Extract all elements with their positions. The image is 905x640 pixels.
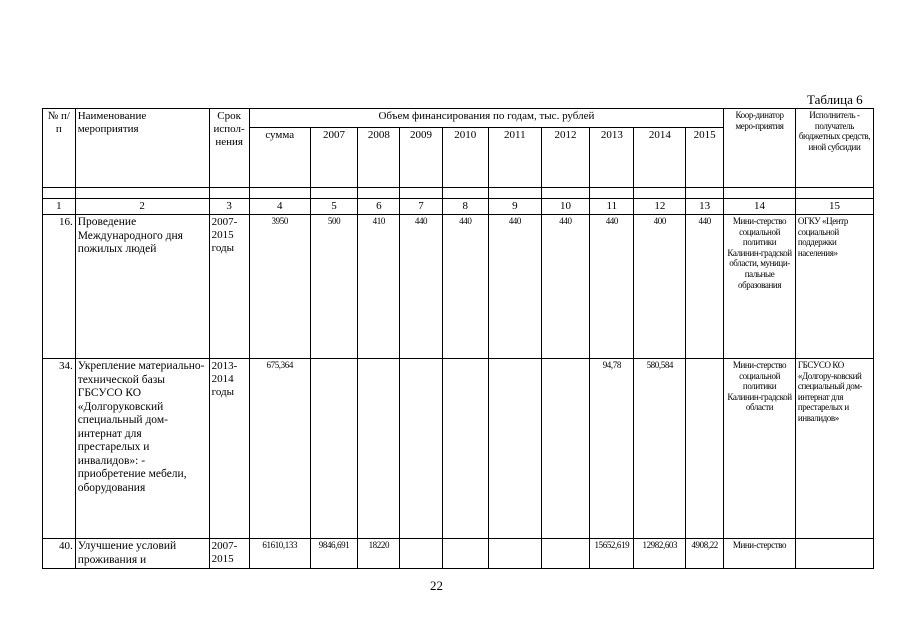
table-row (43, 538, 874, 568)
row-activity-name: Укрепление материально-технической базы ГБСУСО КО «Долгоруковский специальный дом-интернат для престарелых и инвалидов»: - приобретение мебели, оборудования (75, 358, 209, 538)
column-number: 12 (634, 199, 686, 215)
row-value: 410 (358, 214, 400, 358)
funding-table (42, 108, 874, 569)
row-value: 440 (400, 214, 442, 358)
header-year: 2014 (634, 128, 686, 188)
column-number: 15 (795, 199, 873, 215)
row-value: 500 (310, 214, 357, 358)
row-value: 580,584 (634, 358, 686, 538)
column-number: 7 (400, 199, 442, 215)
column-number: 6 (358, 199, 400, 215)
column-number: 5 (310, 199, 357, 215)
row-value (442, 538, 488, 568)
row-value: 440 (686, 214, 724, 358)
column-number: 9 (488, 199, 541, 215)
column-number-row (43, 199, 874, 215)
row-value (400, 538, 442, 568)
header-year: 2013 (590, 128, 634, 188)
row-value (400, 358, 442, 538)
header-coordinator: Коор-динатор меро-приятия (724, 109, 796, 188)
row-sum: 61610,133 (249, 538, 310, 568)
header-funding: Объем финансирования по годам, тыс. рублей (249, 109, 724, 128)
row-number: 34. (43, 358, 76, 538)
column-number: 11 (590, 199, 634, 215)
header-year: 2009 (400, 128, 442, 188)
page-number: 22 (430, 578, 443, 593)
row-value (358, 358, 400, 538)
row-number: 16. (43, 214, 76, 358)
row-value: 440 (541, 214, 590, 358)
row-value: 9846,691 (310, 538, 357, 568)
row-sum: 675,364 (249, 358, 310, 538)
row-value: 18220 (358, 538, 400, 568)
header-sum: сумма (249, 128, 310, 188)
table-caption: Таблица 6 (807, 92, 863, 107)
row-term: 2007-2015 (209, 538, 249, 568)
row-term: 2013-2014 годы (209, 358, 249, 538)
row-coordinator: Мини-стерство социальной политики Калинин-градской области, муници-пальные образования (724, 214, 796, 358)
column-number: 2 (75, 199, 209, 215)
header-year: 2011 (488, 128, 541, 188)
row-term: 2007-2015 годы (209, 214, 249, 358)
row-value: 440 (442, 214, 488, 358)
row-value: 15652,619 (590, 538, 634, 568)
row-value (541, 358, 590, 538)
column-number: 3 (209, 199, 249, 215)
column-number: 14 (724, 199, 796, 215)
row-executor: ГБСУСО КО «Долгору-ковский специальный дом-интернат для престарелых и инвалидов» (795, 358, 873, 538)
header-name: Наименование мероприятия (75, 109, 209, 188)
header-row-1 (43, 109, 874, 128)
row-activity-name: Улучшение условий проживания и (75, 538, 209, 568)
column-number: 8 (442, 199, 488, 215)
row-value (442, 358, 488, 538)
header-num: № п/п (43, 109, 76, 188)
row-value (310, 358, 357, 538)
row-value (686, 358, 724, 538)
row-value (488, 358, 541, 538)
header-term: Срок испол-нения (209, 109, 249, 188)
row-value (488, 538, 541, 568)
row-value: 12982,603 (634, 538, 686, 568)
row-value: 400 (634, 214, 686, 358)
row-activity-name: Проведение Международного дня пожилых людей (75, 214, 209, 358)
table-row (43, 358, 874, 538)
row-value: 440 (488, 214, 541, 358)
spacer-row (43, 188, 874, 199)
row-sum: 3950 (249, 214, 310, 358)
column-number: 1 (43, 199, 76, 215)
column-number: 13 (686, 199, 724, 215)
column-number: 10 (541, 199, 590, 215)
row-value: 4908,22 (686, 538, 724, 568)
row-number: 40. (43, 538, 76, 568)
table-row (43, 214, 874, 358)
header-year: 2012 (541, 128, 590, 188)
header-executor: Исполнитель - получатель бюджетных средств, иной субсидии (795, 109, 873, 188)
header-year: 2008 (358, 128, 400, 188)
header-year: 2015 (686, 128, 724, 188)
row-executor (795, 538, 873, 568)
row-executor: ОГКУ «Центр социальной поддержки населения» (795, 214, 873, 358)
header-year: 2007 (310, 128, 357, 188)
row-value: 94,78 (590, 358, 634, 538)
row-coordinator: Мини-стерство социальной политики Калинин-градской области (724, 358, 796, 538)
row-value (541, 538, 590, 568)
row-value: 440 (590, 214, 634, 358)
row-coordinator: Мини-стерство (724, 538, 796, 568)
header-year: 2010 (442, 128, 488, 188)
column-number: 4 (249, 199, 310, 215)
